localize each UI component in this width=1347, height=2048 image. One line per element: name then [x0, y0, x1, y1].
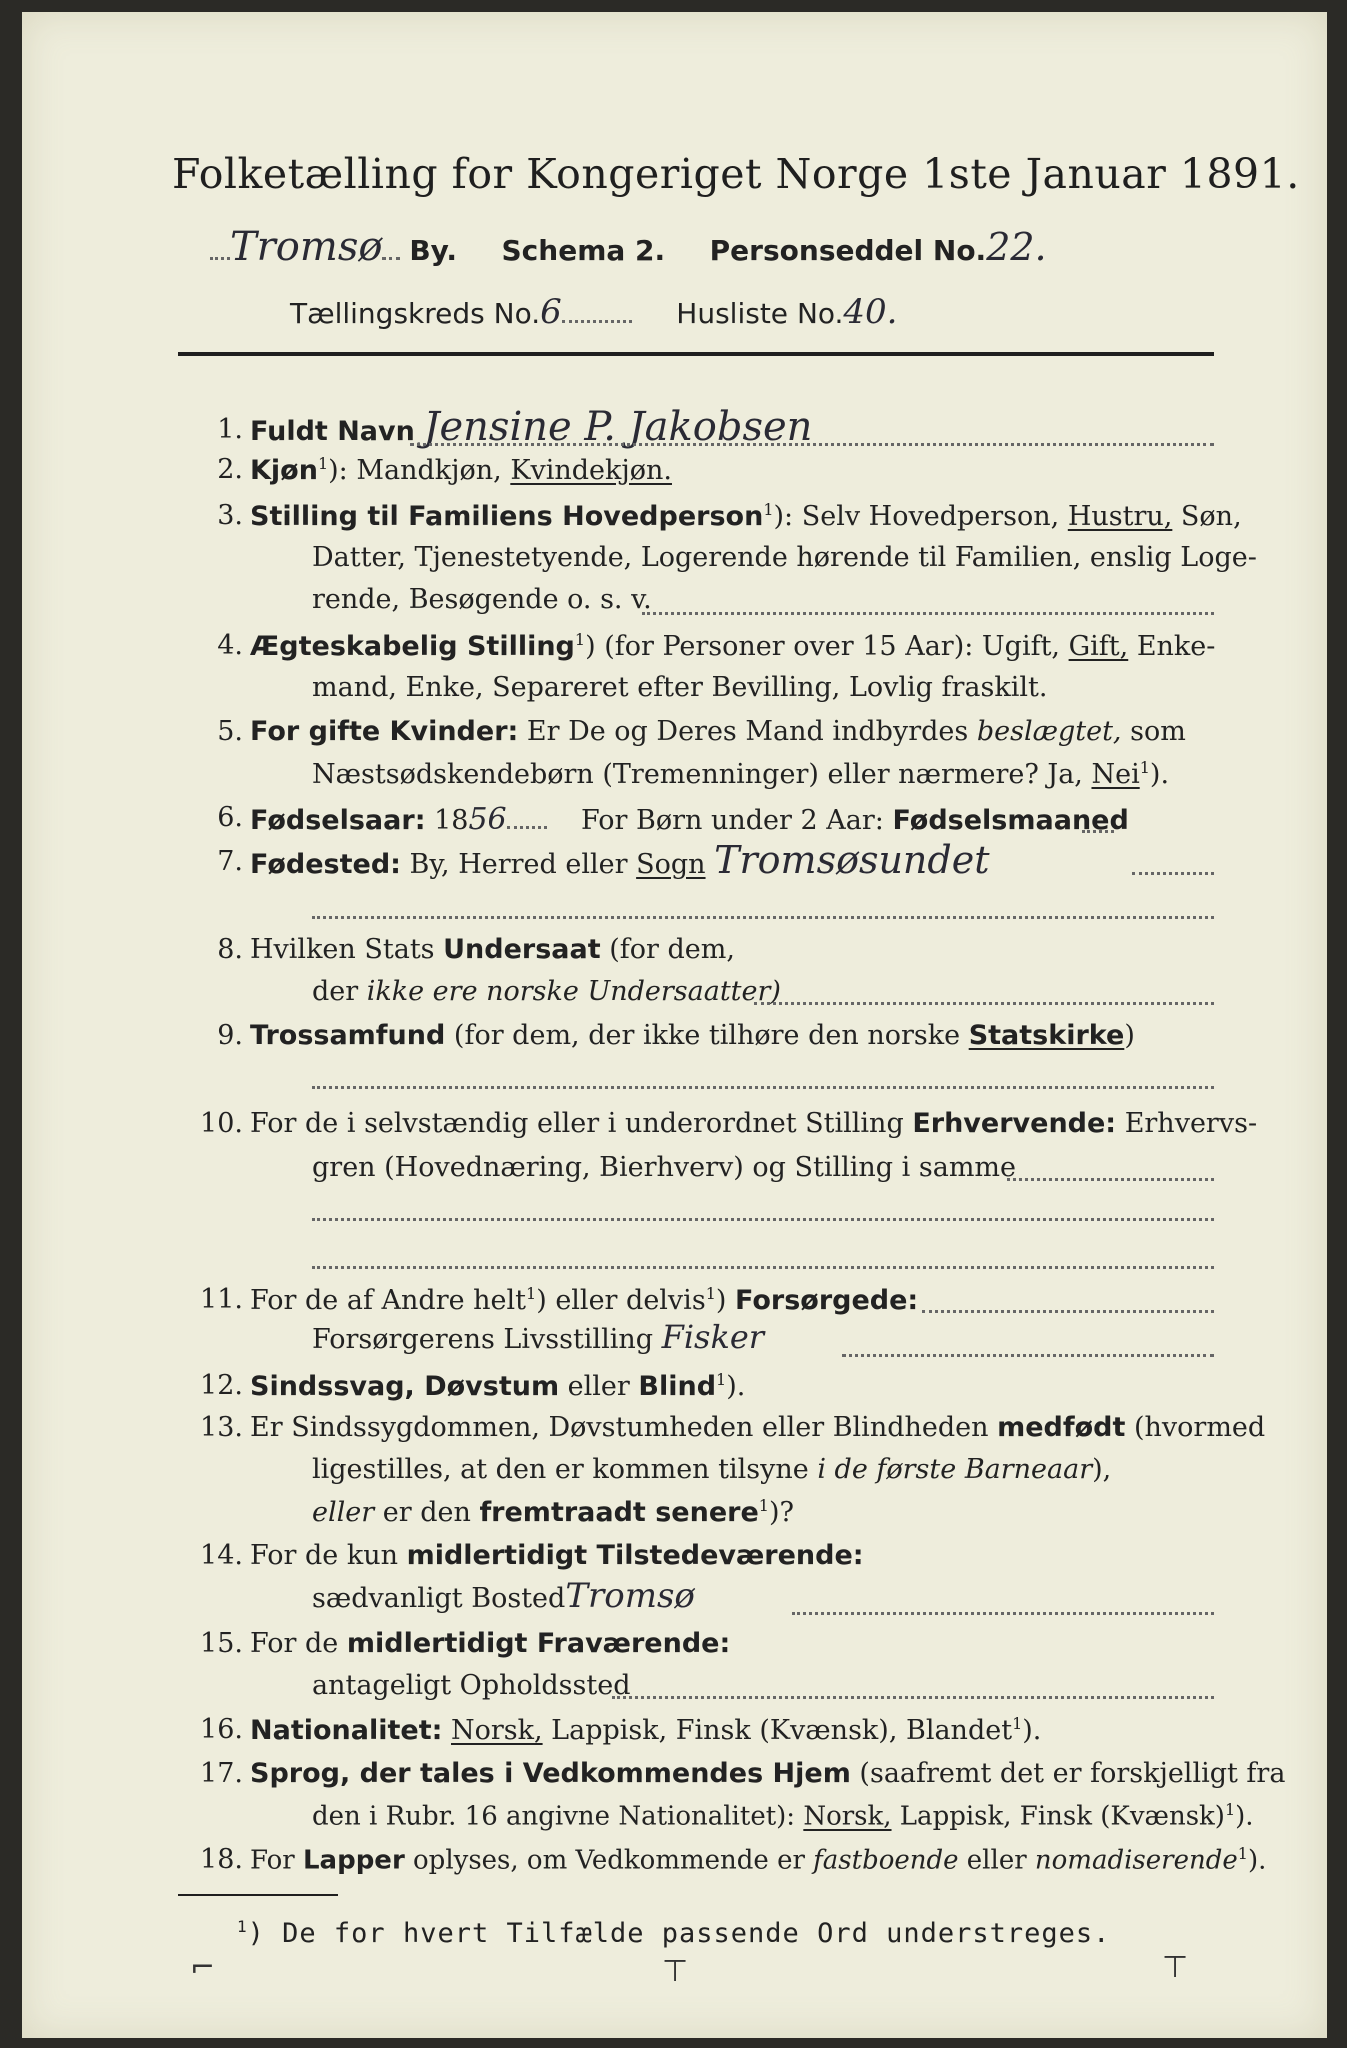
city-handwritten: Tromsø	[230, 224, 383, 270]
field-3-text-end: Søn,	[1172, 501, 1242, 532]
field-10-dotted-line-2	[312, 1218, 1214, 1221]
field-3-line-3-text: rende, Besøgende o. s. v.	[312, 584, 652, 615]
field-8-text-end: (for dem,	[600, 934, 735, 965]
field-4-text-end: Enke-	[1128, 631, 1216, 662]
field-17-bold: Sprog, der tales i Vedkommendes Hjem	[250, 1758, 851, 1789]
field-5-text-end: som	[1121, 716, 1186, 747]
field-11-value: Fisker	[661, 1318, 765, 1356]
field-1-value: Jensine P. Jakobsen	[423, 404, 813, 450]
field-3-selected: Hustru,	[1067, 501, 1173, 532]
field-8-line-2-text: der	[312, 976, 367, 1007]
field-5-label: For gifte Kvinder:	[250, 716, 519, 747]
field-11-number: 11.	[200, 1284, 243, 1315]
field-18-text-3: eller	[958, 1845, 1035, 1876]
field-8-bold: Undersaat	[443, 934, 601, 965]
field-11-dotted-line	[922, 1310, 1214, 1313]
personseddel-number: 22.	[986, 225, 1047, 269]
field-10-dotted-line	[1007, 1178, 1214, 1181]
field-2-row	[250, 454, 672, 486]
field-9-row: Trossamfund (for dem, der ikke tilhøre den norske Statskirke)	[250, 1020, 1135, 1051]
field-9-label: Trossamfund	[250, 1020, 446, 1051]
field-14-number: 14.	[200, 1540, 243, 1571]
corner-tick-mark-left: ⌐	[190, 1950, 216, 1985]
field-3-dotted-line	[642, 612, 1214, 615]
field-15-bold: midlertidigt Fraværende:	[346, 1628, 731, 1659]
field-9-number: 9.	[217, 1020, 243, 1051]
header-divider	[178, 352, 1214, 356]
field-9-selected: Statskirke	[968, 1020, 1125, 1051]
field-14-line-2	[312, 1576, 695, 1616]
field-12-row: Sindssvag, Døvstum eller Blind$^1$).	[250, 1370, 746, 1402]
husliste-label: Husliste No.	[676, 297, 844, 330]
field-5-text: Er De og Deres Mand indbyrdes	[518, 716, 977, 747]
field-6-value: 56	[468, 802, 507, 837]
field-16-selected: Norsk,	[451, 1715, 543, 1746]
field-4-selected: Gift,	[1068, 631, 1129, 662]
field-7-dotted-line-2	[312, 916, 1214, 919]
field-11-sup-1: 1	[526, 1284, 537, 1303]
field-18-italic-2: nomadiserende	[1034, 1845, 1238, 1876]
footnote-text: ) De for hvert Tilfælde passende Ord understreges.	[247, 1918, 1111, 1949]
field-13-text-end: (hvormed	[1125, 1412, 1266, 1443]
personseddel-label: Personseddel No.	[709, 234, 987, 267]
field-17-line-2-text: den i Rubr. 16 angivne Nationalitet):	[312, 1801, 804, 1832]
field-14-line-1	[250, 1540, 864, 1571]
field-6-label-2: Fødselsmaaned	[892, 805, 1129, 836]
field-16-text: Lappisk, Finsk (Kvænsk), Blandet	[542, 1715, 1013, 1746]
field-3-line-1	[250, 500, 1242, 532]
field-7-number: 7.	[217, 846, 243, 877]
footnote	[237, 1917, 1110, 1949]
tick-mark-center: ⊤	[662, 1954, 689, 1989]
field-14-value: Tromsø	[565, 1576, 695, 1616]
field-13-sup: 1	[758, 1496, 769, 1515]
husliste-number: 40.	[843, 292, 898, 332]
by-label: By.	[409, 234, 457, 267]
field-8-italic: ikke ere norske Undersaatter)	[366, 976, 781, 1007]
field-17-line-2: den i Rubr. 16 angivne Nationalitet): Norsk, Lappisk, Finsk (Kvænsk)$^1$).	[312, 1800, 1254, 1832]
field-13-line-2-text: ligestilles, at den er kommen tilsyne	[312, 1454, 818, 1485]
field-17-line-1	[250, 1758, 1285, 1789]
field-10-text-end: Erhvervs-	[1116, 1108, 1258, 1139]
field-13-bold: medfødt	[997, 1412, 1126, 1443]
field-8-line-1	[250, 934, 735, 965]
field-15-number: 15.	[200, 1628, 243, 1659]
field-15-line-2: antageligt Opholdssted	[312, 1670, 631, 1701]
field-18-row: For Lapper oplyses, om Vedkommende er fastboende eller nomadiserende$^1$).	[250, 1844, 1267, 1876]
footnote-divider	[178, 1894, 338, 1896]
field-4-line-2: mand, Enke, Separeret efter Bevilling, Lovlig fraskilt.	[312, 672, 1048, 703]
header-row-by	[210, 224, 1047, 270]
field-16-label: Nationalitet:	[250, 1715, 443, 1746]
field-5-number: 5.	[217, 716, 243, 747]
field-8-dotted-line	[754, 1002, 1214, 1005]
field-10-number: 10.	[200, 1108, 243, 1139]
field-11-dotted-line-2	[842, 1354, 1214, 1357]
field-17-sup: 1	[1224, 1800, 1236, 1819]
field-10-line-2: gren (Hovednæring, Bierhverv) og Stilling i samme	[312, 1152, 1017, 1183]
field-7-dotted-line	[1132, 872, 1214, 875]
field-12-bold: Sindssvag, Døvstum	[250, 1371, 560, 1402]
field-12-bold-2: Blind	[638, 1371, 717, 1402]
field-1-dotted-line	[410, 443, 1214, 446]
field-4-text: ) (for Personer over 15 Aar): Ugift,	[585, 631, 1069, 662]
field-6-row	[250, 802, 1129, 837]
field-6-text: For Børn under 2 Aar:	[580, 805, 893, 836]
krets-label: Tællingskreds No.	[290, 297, 541, 330]
field-2-selected: Kvindekjøn.	[510, 455, 672, 486]
field-13-italic: i de første Barneaar	[817, 1454, 1093, 1485]
field-18-text: For	[250, 1845, 303, 1876]
field-13-line-3-text: er den	[374, 1497, 480, 1528]
field-15-text: For de	[250, 1628, 347, 1659]
field-3-text: ): Selv Hovedperson,	[773, 501, 1068, 532]
field-17-text: (saafremt det er forskjelligt fra	[850, 1758, 1286, 1789]
field-4-number: 4.	[217, 630, 243, 661]
field-13-bold-2: fremtraadt senere	[479, 1497, 759, 1528]
field-1-label: Fuldt Navn	[250, 416, 415, 447]
footnote-sup: 1	[237, 1917, 248, 1936]
field-9-text: (for dem, der ikke tilhøre den norske	[445, 1020, 969, 1051]
field-11-line-2-text: Forsørgerens Livsstilling	[312, 1324, 654, 1355]
field-10-bold: Erhvervende:	[912, 1108, 1117, 1139]
field-12-sup: 1	[716, 1370, 727, 1389]
census-form-sheet	[22, 12, 1327, 2038]
field-1-number: 1.	[217, 414, 243, 445]
field-7-label: Fødested:	[250, 849, 401, 880]
field-16-sup: 1	[1012, 1714, 1023, 1733]
field-18-number: 18.	[200, 1844, 243, 1875]
field-5-line-1	[250, 716, 1186, 747]
field-14-line-2-text: sædvanligt Bosted	[312, 1583, 566, 1614]
field-11-bold: Forsørgede:	[735, 1285, 919, 1316]
field-16-number: 16.	[200, 1714, 243, 1745]
field-6-label: Fødselsaar:	[250, 805, 426, 836]
form-title: Folketælling for Kongeriget Norge 1ste Januar 1891.	[172, 150, 1300, 198]
field-6-dotted-line	[1082, 830, 1114, 833]
field-3-line-2: Datter, Tjenestetyende, Logerende hørende til Familien, enslig Loge-	[312, 542, 1257, 573]
field-7-text: By, Herred eller	[400, 849, 637, 880]
field-2-number: 2.	[217, 454, 243, 485]
field-13-line-3-italic: eller	[312, 1497, 375, 1528]
field-2-sup: 1	[317, 454, 329, 473]
tick-mark-right: ⊤	[1162, 1950, 1189, 1985]
field-5-italic: beslægtet,	[976, 716, 1122, 747]
field-5-selected: Nei	[1091, 759, 1140, 790]
field-13-number: 13.	[200, 1412, 243, 1443]
field-18-italic-1: fastboende	[813, 1845, 959, 1876]
field-13-line-1	[250, 1412, 1265, 1443]
field-13-line-2: ligestilles, at den er kommen tilsyne i de første Barneaar),	[312, 1454, 1112, 1485]
field-9-dotted-line	[312, 1086, 1214, 1089]
field-11-line-2	[312, 1318, 764, 1356]
field-7-row	[250, 838, 989, 882]
field-4-label: Ægteskabelig Stilling	[250, 631, 575, 662]
field-6-prefix: 18	[425, 805, 469, 836]
field-4-line-1	[250, 630, 1215, 662]
field-12-text: eller	[559, 1371, 639, 1402]
field-5-line-2-text: Næstsødskendebørn (Tremenninger) eller nærmere? Ja,	[312, 759, 1092, 790]
field-8-number: 8.	[217, 934, 243, 965]
field-3-number: 3.	[217, 500, 243, 531]
field-8-line-2	[312, 976, 781, 1007]
field-14-bold: midlertidigt Tilstedeværende:	[406, 1540, 864, 1571]
field-11-sup-2: 1	[705, 1284, 716, 1303]
field-2-text: ): Mandkjøn,	[328, 455, 511, 486]
field-18-bold: Lapper	[302, 1845, 405, 1876]
field-18-text-2: oplyses, om Vedkommende er	[404, 1845, 814, 1876]
field-3-label: Stilling til Familiens Hovedperson	[250, 501, 764, 532]
field-11-text-2: ) eller delvis	[536, 1285, 706, 1316]
field-10-line-1	[250, 1108, 1257, 1139]
field-3-sup: 1	[763, 500, 774, 519]
field-16-row: Nationalitet: Norsk, Lappisk, Finsk (Kvænsk), Blandet$^1$).	[250, 1714, 1042, 1746]
field-17-line-2-end: Lappisk, Finsk (Kvænsk)	[891, 1801, 1225, 1832]
field-11-text: For de af Andre helt	[250, 1285, 527, 1316]
field-4-sup: 1	[574, 630, 586, 649]
field-7-value: Tromsøsundet	[714, 838, 990, 882]
field-15-line-1	[250, 1628, 730, 1659]
field-11-line-1: For de af Andre helt$^1$) eller delvis$^1$) Forsørgede:	[250, 1284, 919, 1316]
field-17-number: 17.	[200, 1758, 243, 1789]
field-17-selected: Norsk,	[803, 1801, 892, 1832]
field-15-dotted-line	[612, 1696, 1214, 1699]
field-12-number: 12.	[200, 1370, 243, 1401]
field-14-dotted-line	[792, 1612, 1214, 1615]
field-10-dotted-line-3	[312, 1266, 1214, 1269]
header-row-krets	[290, 292, 898, 332]
field-5-line-2: Næstsødskendebørn (Tremenninger) eller nærmere? Ja, Nei$^1$).	[312, 758, 1170, 790]
field-6-number: 6.	[217, 802, 243, 833]
field-8-text: Hvilken Stats	[250, 934, 444, 965]
field-13-line-3: eller er den fremtraadt senere$^1$)?	[312, 1496, 794, 1528]
field-13-text: Er Sindssygdommen, Døvstumheden eller Blindheden	[250, 1412, 998, 1443]
field-18-sup: 1	[1237, 1844, 1248, 1863]
field-3-line-3	[312, 584, 652, 615]
field-7-selected: Sogn	[636, 849, 706, 880]
field-10-text: For de i selvstændig eller i underordnet Stilling	[250, 1108, 913, 1139]
field-2-label: Kjøn	[250, 455, 318, 486]
field-5-sup: 1	[1139, 758, 1150, 777]
krets-number: 6	[540, 292, 562, 332]
schema-label: Schema 2.	[501, 234, 666, 267]
field-14-text: For de kun	[250, 1540, 407, 1571]
